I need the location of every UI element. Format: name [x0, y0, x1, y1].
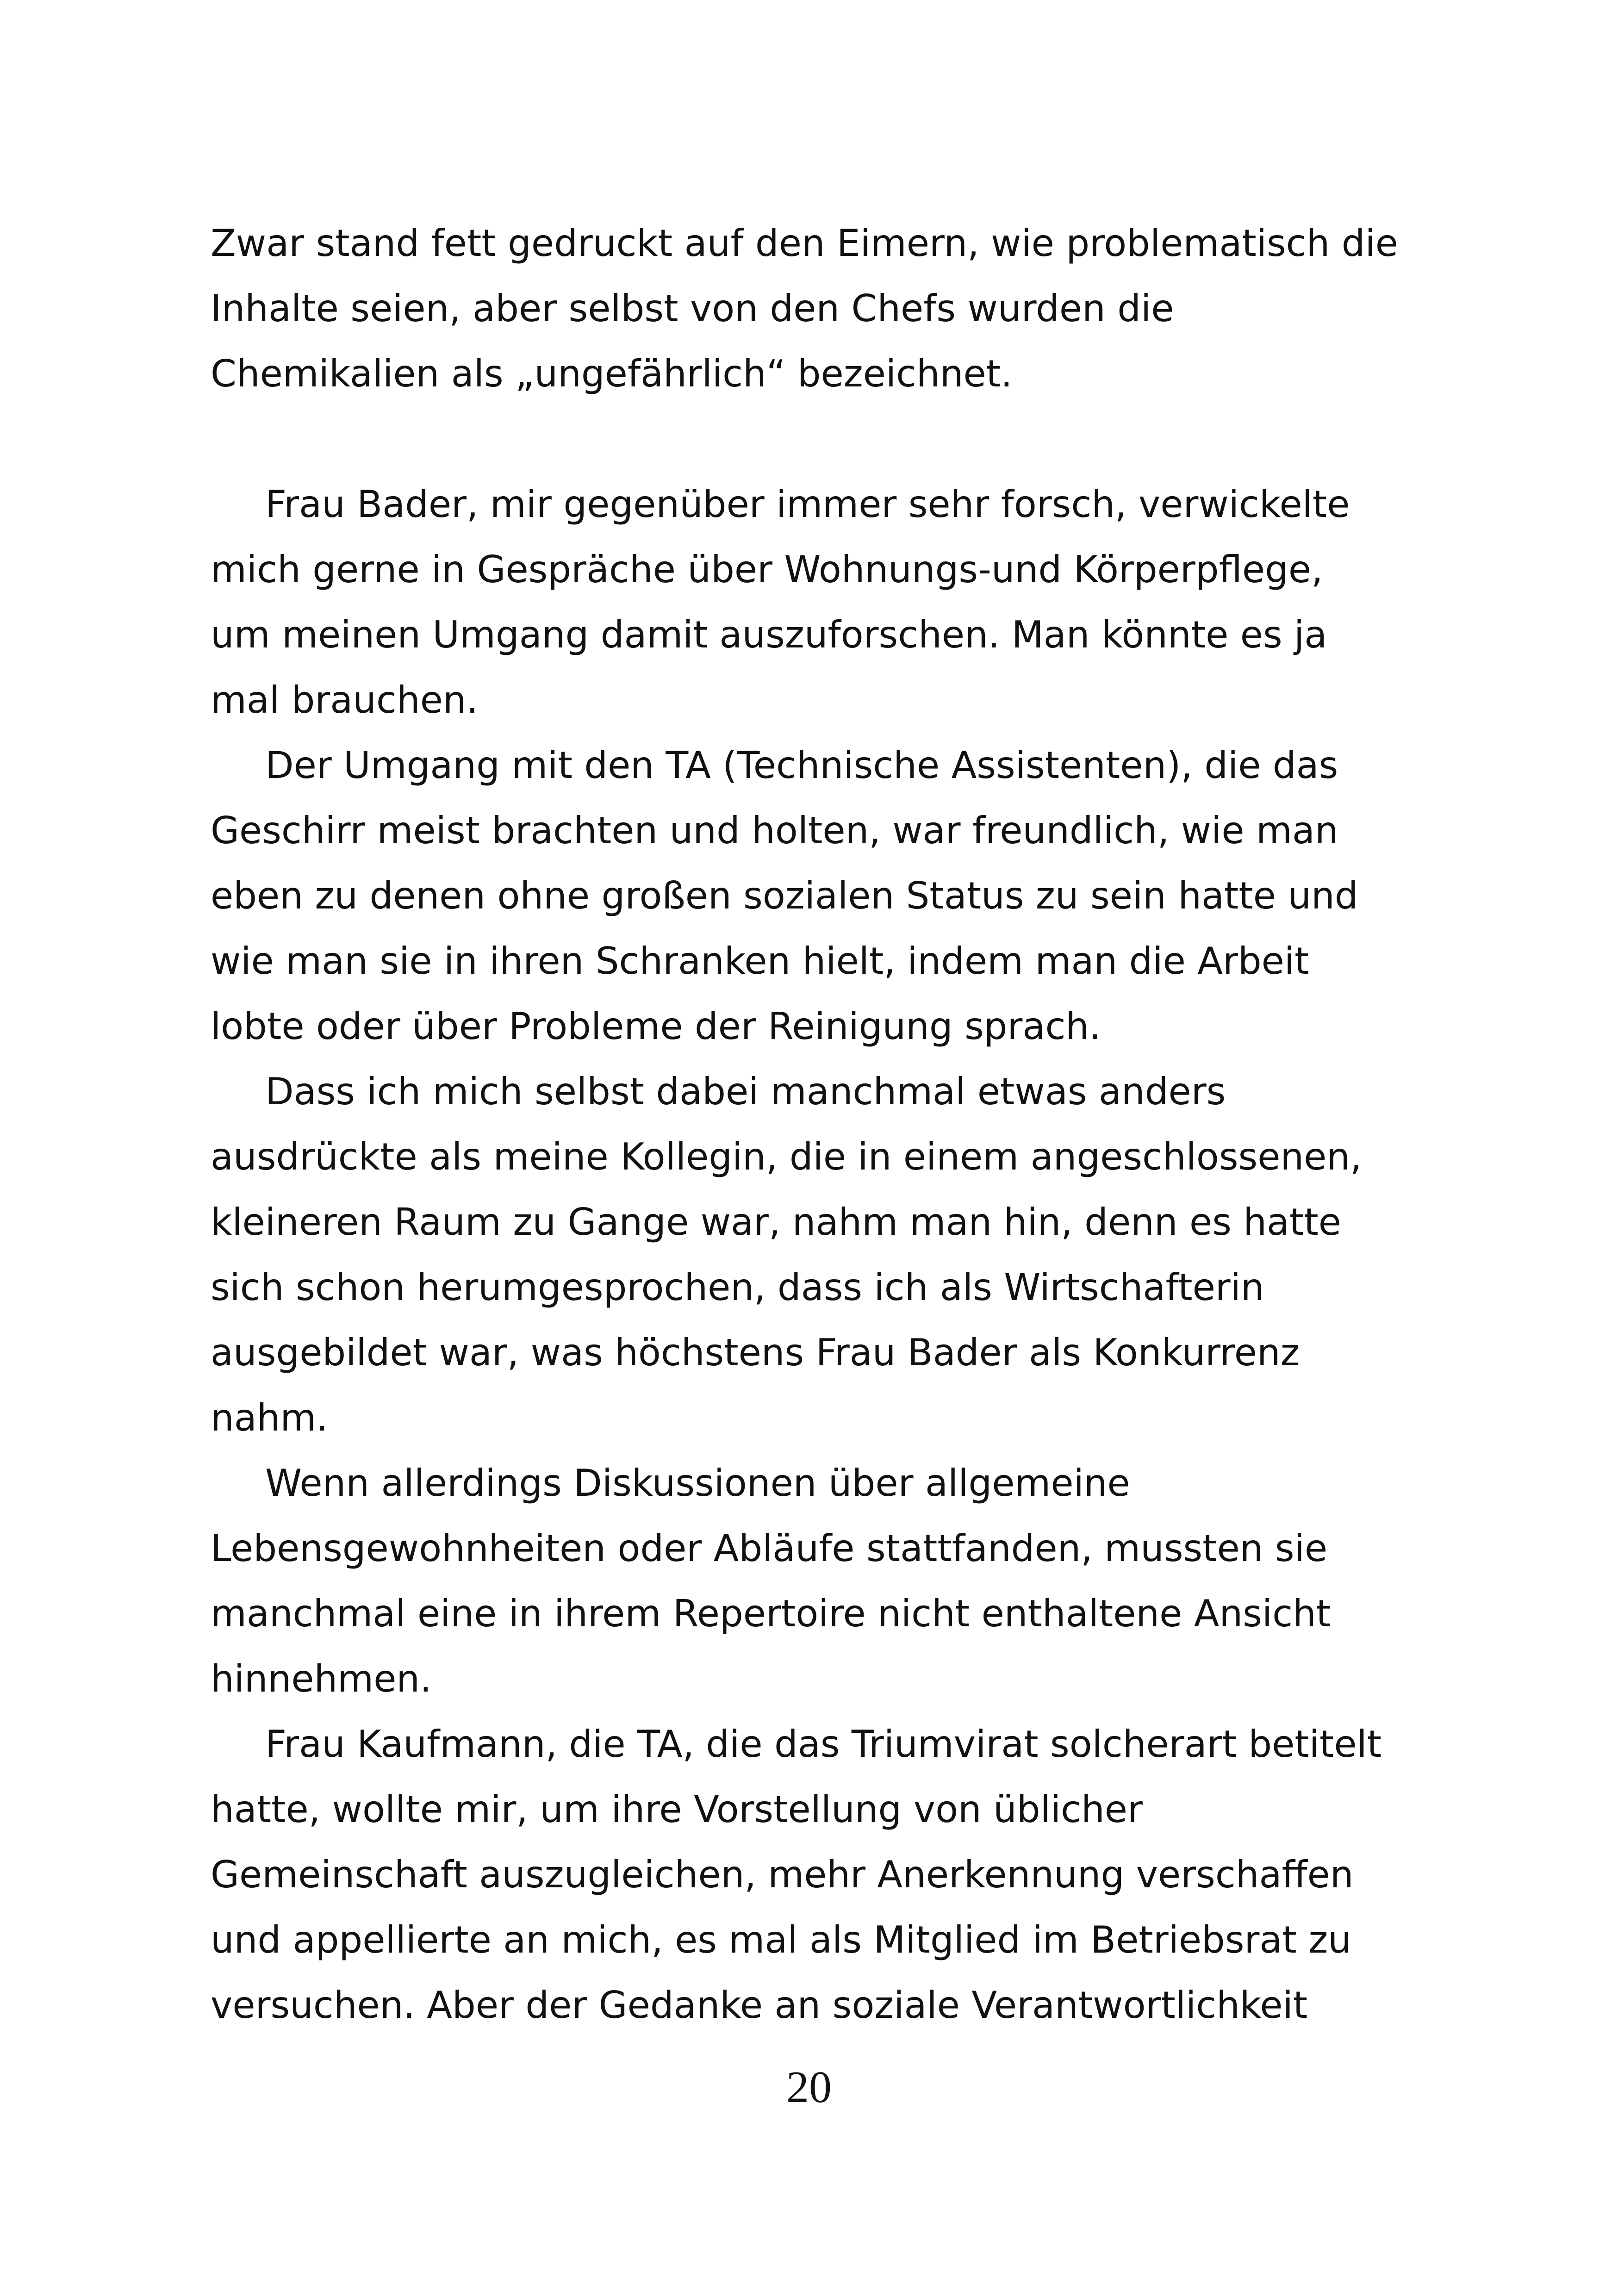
- paragraph-3: Der Umgang mit den TA (Technische Assistenten), die das Geschirr meist brachten und holten, war freundlich, wie man eben zu denen ohne großen sozialen Status zu sein hatte und wie man sie in ihren Schranken hielt, indem man die Arbeit lobte oder über Probleme der Reinigung sprach.: [211, 744, 1358, 1048]
- paragraph-1: Zwar stand fett gedruckt auf den Eimern, wie problematisch die Inhalte seien, aber selbst von den Chefs wurden die Chemikalien als „ungefährlich“ bezeichnet.: [211, 222, 1398, 395]
- page-number: 20: [786, 2062, 832, 2112]
- paragraph-2: Frau Bader, mir gegenüber immer sehr forsch, verwickelte mich gerne in Gespräche über Wohnungs-und Körperpflege, um meinen Umgang damit auszuforschen. Man könnte es ja mal brauchen.: [211, 483, 1350, 722]
- body-text: [211, 211, 1432, 2038]
- paragraph-5: Wenn allerdings Diskussionen über allgemeine Lebensgewohnheiten oder Abläufe stattfanden, mussten sie manchmal eine in ihrem Repertoire nicht enthaltene Ansicht hinnehmen.: [211, 1462, 1331, 1700]
- paragraph-4: Dass ich mich selbst dabei manchmal etwas anders ausdrückte als meine Kollegin, die in einem angeschlossenen, kleineren Raum zu Gange war, nahm man hin, denn es hatte sich schon herumgesprochen, dass ich als Wirtschafterin ausgebildet war, was höchstens Frau Bader als Konkurrenz nahm.: [211, 1070, 1362, 1439]
- paragraph-6: Frau Kaufmann, die TA, die das Triumvirat solcherart betitelt hatte, wollte mir, um ihre Vorstellung von üblicher Gemeinschaft auszugleichen, mehr Anerkennung verschaffen und appellierte an mich, es mal als Mitglied im Betriebsrat zu versuchen. Aber der Gedanke an soziale Verantwortlichkeit: [211, 1723, 1382, 2027]
